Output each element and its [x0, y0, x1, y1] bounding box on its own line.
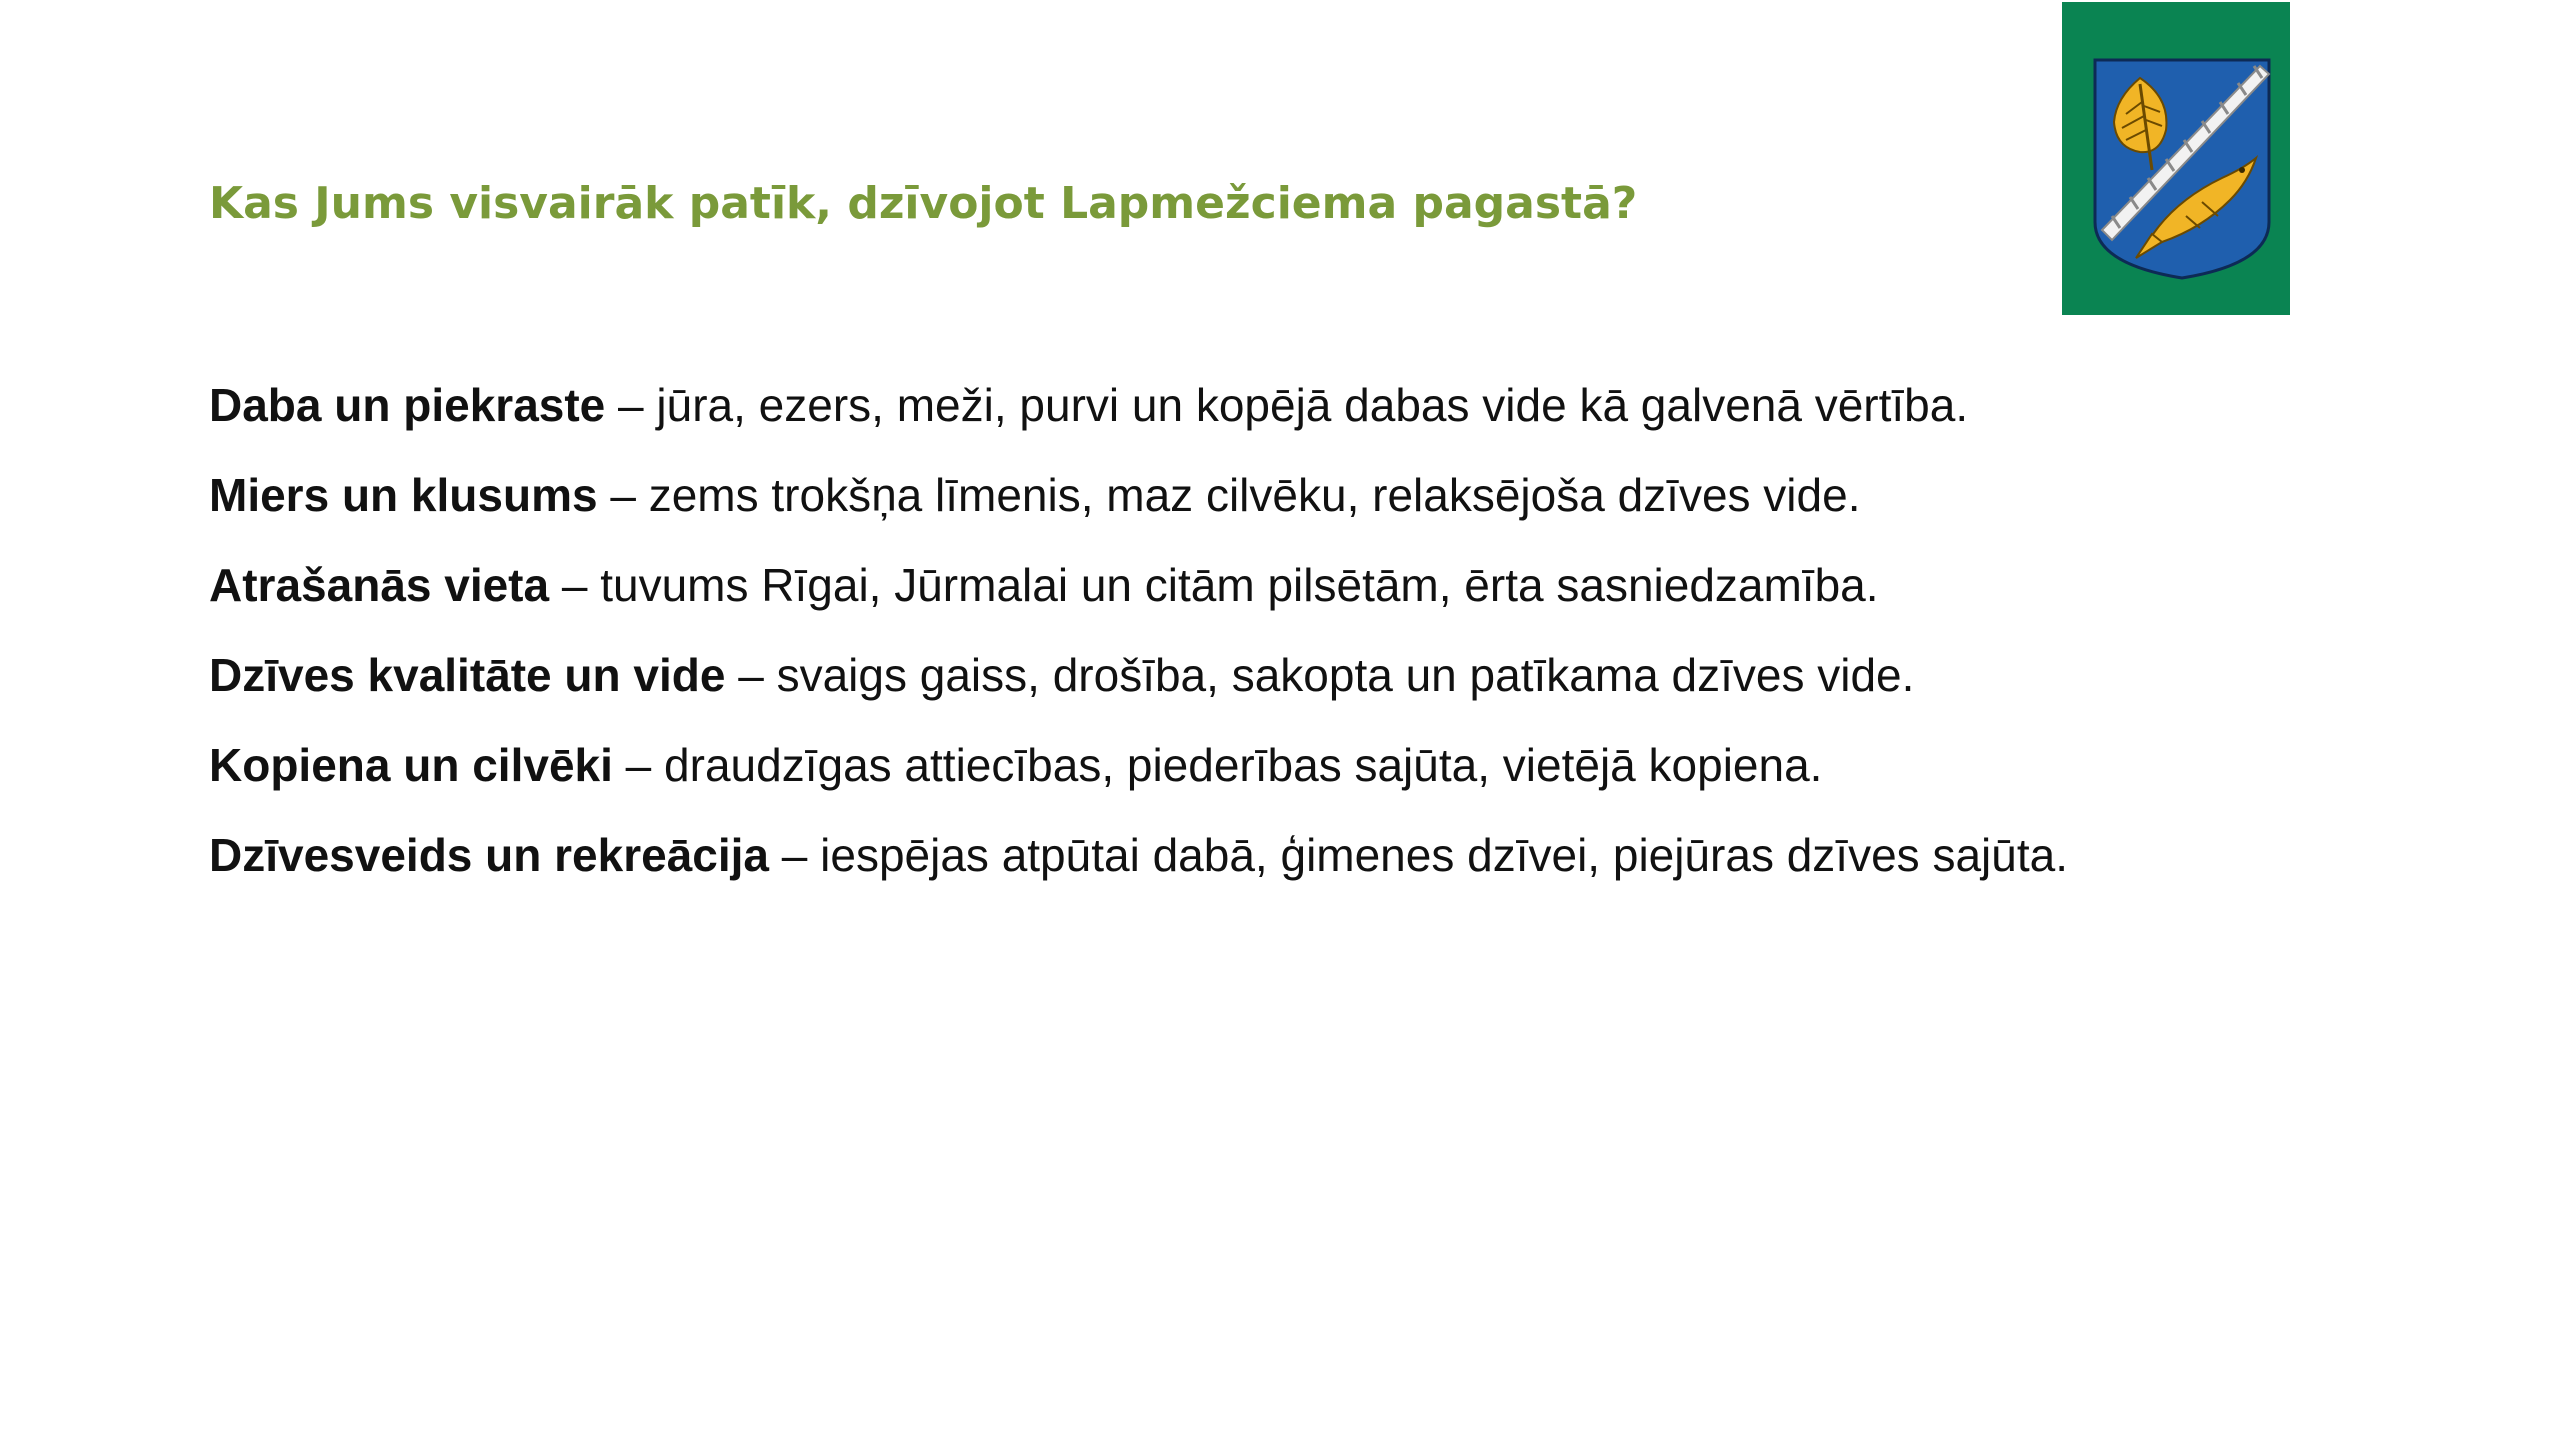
item-term: Kopiena un cilvēki	[209, 739, 613, 791]
value-list	[209, 360, 2068, 900]
item-description: – zems trokšņa līmenis, maz cilvēku, relaksējoša dzīves vide.	[597, 469, 1861, 521]
list-item	[209, 540, 2068, 630]
item-term: Daba un piekraste	[209, 379, 606, 431]
item-description: – jūra, ezers, meži, purvi un kopējā dabas vide kā galvenā vērtība.	[605, 379, 1969, 431]
slide-title: Kas Jums visvairāk patīk, dzīvojot Lapmežciema pagastā?	[209, 178, 1638, 229]
list-item	[209, 360, 2068, 450]
coat-of-arms-icon	[2062, 2, 2290, 315]
item-term: Atrašanās vieta	[209, 559, 550, 611]
list-item	[209, 450, 2068, 540]
item-term: Dzīves kvalitāte un vide	[209, 649, 726, 701]
list-item	[209, 810, 2068, 900]
item-term: Dzīvesveids un rekreācija	[209, 829, 769, 881]
list-item	[209, 630, 2068, 720]
item-description: – draudzīgas attiecības, piederības sajūta, vietējā kopiena.	[612, 739, 1823, 791]
item-description: – svaigs gaiss, drošība, sakopta un patīkama dzīves vide.	[725, 649, 1915, 701]
list-item	[209, 720, 2068, 810]
item-term: Miers un klusums	[209, 469, 598, 521]
item-description: – tuvums Rīgai, Jūrmalai un citām pilsētām, ērta sasniedzamība.	[549, 559, 1879, 611]
item-description: – iespējas atpūtai dabā, ģimenes dzīvei, piejūras dzīves sajūta.	[769, 829, 2068, 881]
